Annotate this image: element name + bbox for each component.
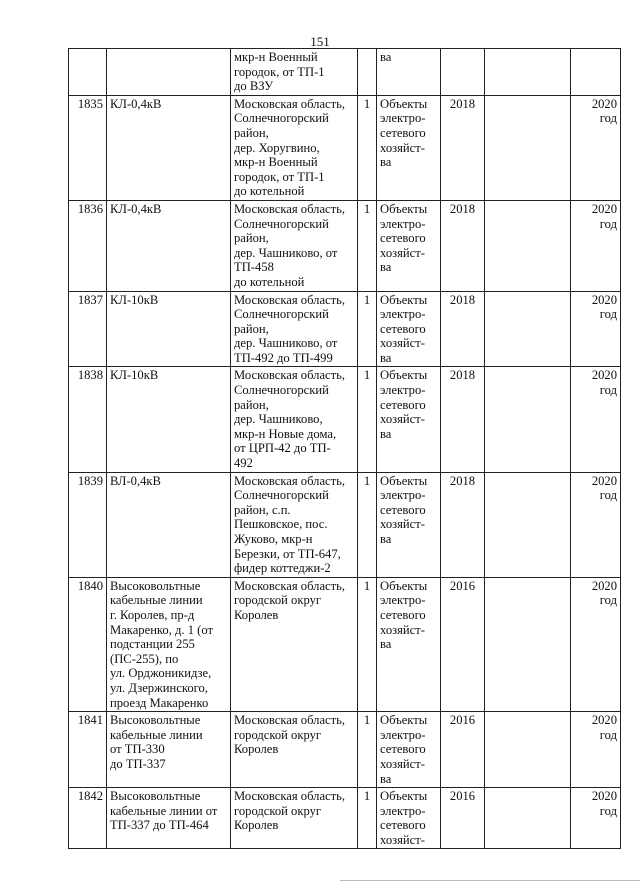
blank-cell — [485, 49, 571, 96]
year-cell: 2016 — [441, 577, 485, 711]
term-cell: 2020 год — [571, 291, 621, 367]
blank-cell — [485, 712, 571, 788]
blank-cell — [485, 367, 571, 472]
blank-cell — [485, 472, 571, 577]
row-number-cell: 1839 — [69, 472, 107, 577]
table-body — [69, 49, 621, 849]
term-cell: 2020 год — [571, 712, 621, 788]
term-cell: 2020 год — [571, 577, 621, 711]
category-cell: Объекты электро- сетевого хозяйст- ва — [377, 291, 441, 367]
row-number-cell: 1836 — [69, 200, 107, 291]
object-name-cell: Высоковольтные кабельные линии г. Королев, пр-д Макаренко, д. 1 (от подстанции 255 (ПС-255), по ул. Орджоникидзе, ул. Дзержинского, проезд Макаренко — [107, 577, 231, 711]
quantity-cell: 1 — [358, 577, 377, 711]
blank-cell — [485, 291, 571, 367]
term-cell: 2020 год — [571, 95, 621, 200]
object-name-cell: ВЛ-0,4кВ — [107, 472, 231, 577]
row-number-cell: 1841 — [69, 712, 107, 788]
term-cell: 2020 год — [571, 472, 621, 577]
object-name-cell: КЛ-0,4кВ — [107, 200, 231, 291]
object-name-cell: КЛ-0,4кВ — [107, 95, 231, 200]
category-cell: Объекты электро- сетевого хозяйст- ва — [377, 95, 441, 200]
year-cell — [441, 49, 485, 96]
quantity-cell: 1 — [358, 200, 377, 291]
quantity-cell: 1 — [358, 95, 377, 200]
blank-cell — [485, 95, 571, 200]
page-number: 151 — [310, 34, 330, 49]
year-cell: 2018 — [441, 367, 485, 472]
object-name-cell: КЛ-10кВ — [107, 367, 231, 472]
table-row — [69, 788, 621, 849]
quantity-cell: 1 — [358, 472, 377, 577]
term-cell: 2020 год — [571, 200, 621, 291]
address-cell: Московская область, Солнечногорский район, с.п. Пешковское, пос. Жуково, мкр-н Березки, от ТП-647, фидер коттеджи-2 — [231, 472, 358, 577]
address-cell: Московская область, городской округ Королев — [231, 577, 358, 711]
table-row — [69, 95, 621, 200]
quantity-cell: 1 — [358, 712, 377, 788]
object-name-cell — [107, 49, 231, 96]
table-row — [69, 367, 621, 472]
category-cell: Объекты электро- сетевого хозяйст- ва — [377, 200, 441, 291]
quantity-cell: 1 — [358, 291, 377, 367]
row-number-cell: 1842 — [69, 788, 107, 849]
quantity-cell: 1 — [358, 367, 377, 472]
category-cell: Объекты электро- сетевого хозяйст- ва — [377, 577, 441, 711]
category-cell: Объекты электро- сетевого хозяйст- ва — [377, 472, 441, 577]
address-cell: Московская область, городской округ Королев — [231, 712, 358, 788]
address-cell: Московская область, Солнечногорский район, дер. Чашниково, от ТП-458 до котельной — [231, 200, 358, 291]
term-cell: 2020 год — [571, 367, 621, 472]
term-cell: 2020 год — [571, 788, 621, 849]
quantity-cell: 1 — [358, 788, 377, 849]
object-name-cell: Высоковольтные кабельные линии от ТП-330 до ТП-337 — [107, 712, 231, 788]
table-row — [69, 712, 621, 788]
address-cell: мкр-н Военный городок, от ТП-1 до ВЗУ — [231, 49, 358, 96]
address-cell: Московская область, Солнечногорский район, дер. Чашниково, мкр-н Новые дома, от ЦРП-42 до ТП- 492 — [231, 367, 358, 472]
row-number-cell: 1837 — [69, 291, 107, 367]
address-cell: Московская область, городской округ Королев — [231, 788, 358, 849]
blank-cell — [485, 577, 571, 711]
category-cell: Объекты электро- сетевого хозяйст- ва — [377, 712, 441, 788]
table-row — [69, 577, 621, 711]
blank-cell — [485, 200, 571, 291]
row-number-cell: 1835 — [69, 95, 107, 200]
object-name-cell: КЛ-10кВ — [107, 291, 231, 367]
table-row — [69, 49, 621, 96]
scan-edge-line — [340, 880, 640, 881]
quantity-cell — [358, 49, 377, 96]
registry-table — [68, 48, 621, 849]
year-cell: 2018 — [441, 200, 485, 291]
category-cell: Объекты электро- сетевого хозяйст- — [377, 788, 441, 849]
table-row — [69, 472, 621, 577]
term-cell — [571, 49, 621, 96]
year-cell: 2016 — [441, 712, 485, 788]
row-number-cell: 1840 — [69, 577, 107, 711]
year-cell: 2018 — [441, 95, 485, 200]
address-cell: Московская область, Солнечногорский район, дер. Хоругвино, мкр-н Военный городок, от ТП-1 до котельной — [231, 95, 358, 200]
blank-cell — [485, 788, 571, 849]
row-number-cell — [69, 49, 107, 96]
table-row — [69, 291, 621, 367]
year-cell: 2018 — [441, 472, 485, 577]
table-row — [69, 200, 621, 291]
year-cell: 2016 — [441, 788, 485, 849]
object-name-cell: Высоковольтные кабельные линии от ТП-337 до ТП-464 — [107, 788, 231, 849]
address-cell: Московская область, Солнечногорский район, дер. Чашниково, от ТП-492 до ТП-499 — [231, 291, 358, 367]
category-cell: ва — [377, 49, 441, 96]
year-cell: 2018 — [441, 291, 485, 367]
category-cell: Объекты электро- сетевого хозяйст- ва — [377, 367, 441, 472]
row-number-cell: 1838 — [69, 367, 107, 472]
